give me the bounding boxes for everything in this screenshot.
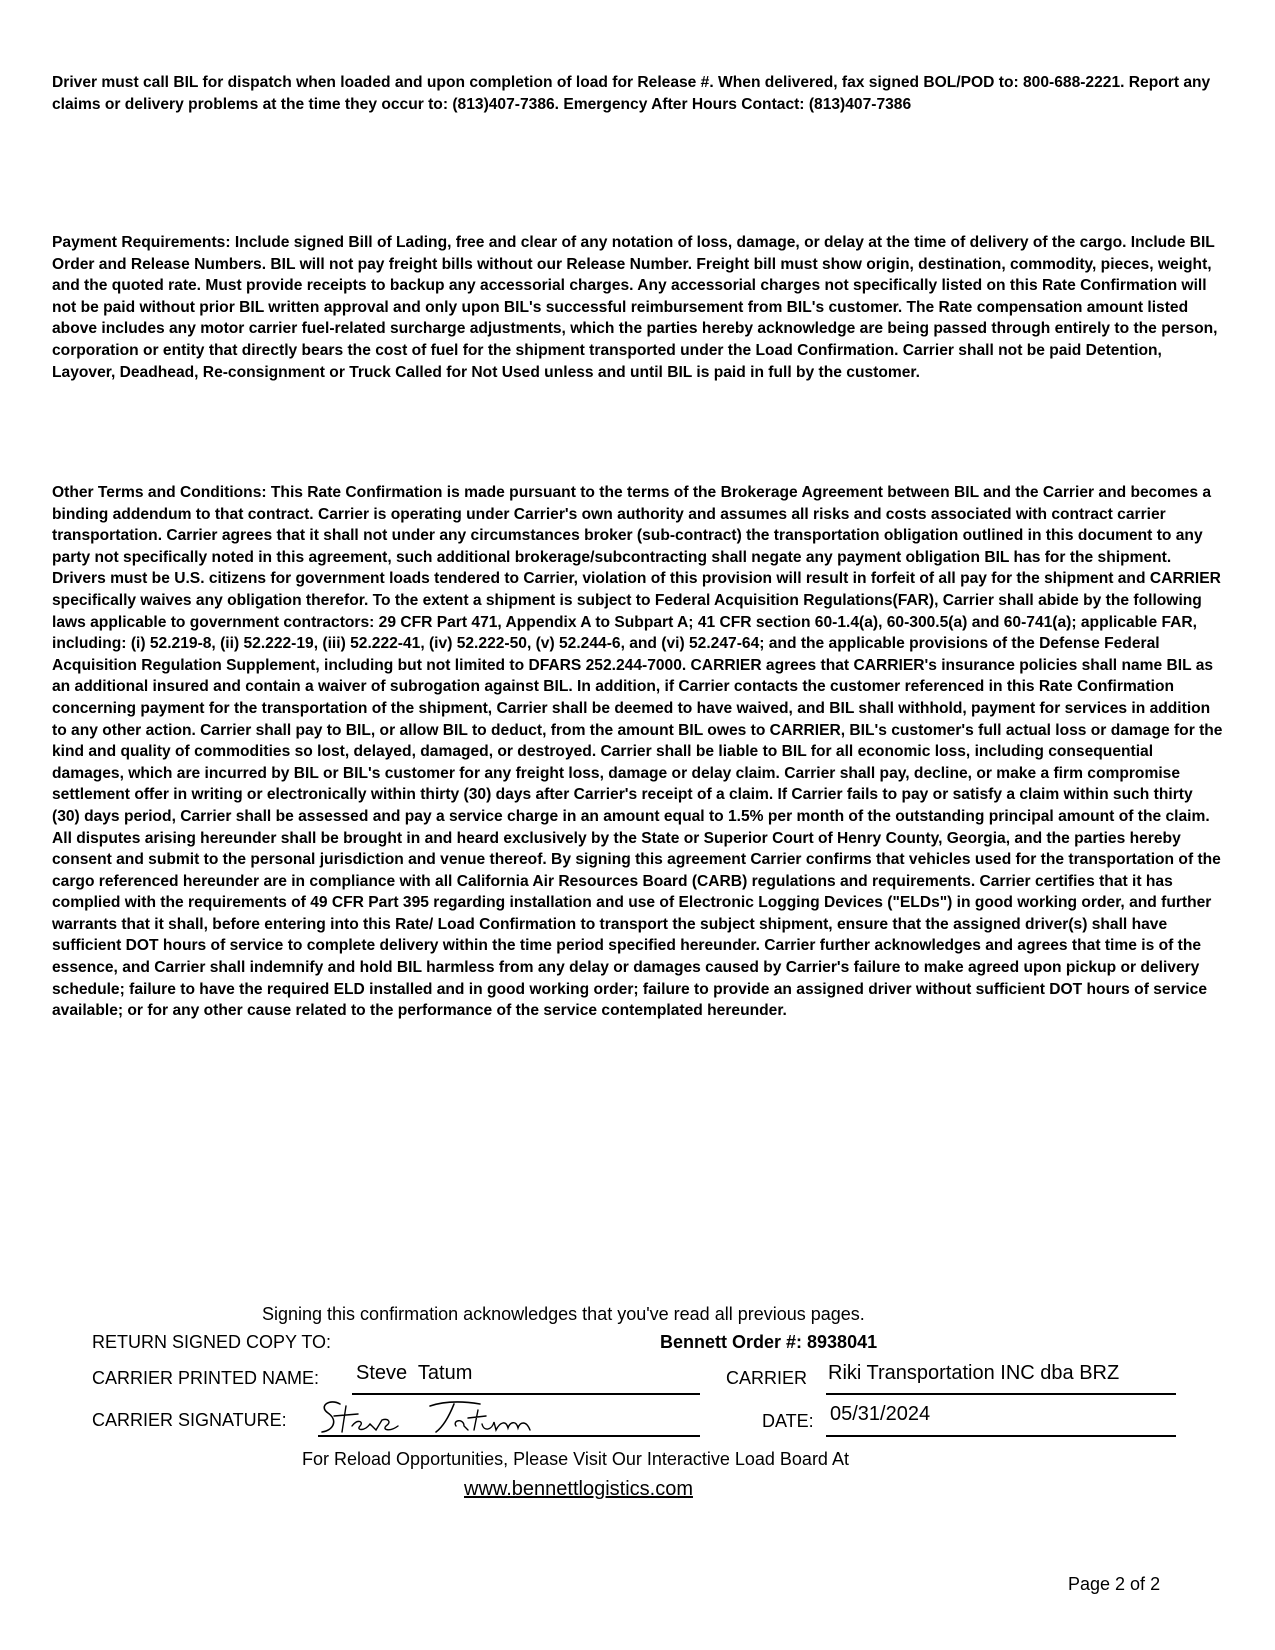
carrier-label: CARRIER (726, 1368, 808, 1388)
other-terms-and-conditions: Other Terms and Conditions: This Rate Confirmation is made pursuant to the terms of the Brokerage Agreement between BIL and the Carrier and becomes a binding addendum to that contract. Carrier is operating under Carrier's own authority and assumes all risks and costs associated with contract carrier transportation. Carrier agrees that it shall not under any circumstances broker (sub-contract) the transportation obligation outlined in this document to any party not specifically noted in this agreement, such additional brokerage/subcontracting shall negate any payment obligation BIL has for the shipment. Drivers must be U.S. citizens for government loads tendered to Carrier, violation of this provision will result in forfeit of all pay for the shipment and CARRIER specifically waives any obligation therefor. To the extent a shipment is subject to Federal Acquisition Regulations(FAR), Carrier shall abide by the following laws applicable to government contractors: 29 CFR Part 471, Appendix A to Subpart A; 41 CFR section 60-1.4(a), 60-300.5(a) and 60-741(a); applicable FAR, including: (i) 52.219-8, (ii) 52.222-19, (iii) 52.222-41, (iv) 52.222-50, (v) 52.244-6, and (vi) 52.247-64; and the applicable provisions of the Defense Federal Acquisition Regulation Supplement, including but not limited to DFARS 252.244-7000. CARRIER agrees that CARRIER's insurance policies shall name BIL as an additional insured and contain a waiver of subrogation against BIL. In addition, if Carrier contacts the customer referenced in this Rate Confirmation concerning payment for the transportation of the shipment, Carrier shall be deemed to have waived, and BIL shall withhold, payment for services in addition to any other action. Carrier shall pay to BIL, or allow BIL to deduct, from the amount BIL owes to CARRIER, BIL's customer's full actual loss or damage for the kind and quality of commodities so lost, delayed, damaged, or destroyed. Carrier shall be liable to BIL for all economic loss, including consequential damages, which are incurred by BIL or BIL's customer for any freight loss, damage or delay claim. Carrier shall pay, decline, or make a firm compromise settlement offer in writing or electronically within thirty (30) days after Carrier's receipt of a claim. If Carrier fails to pay or satisfy a claim within such thirty (30) days period, Carrier shall be assessed and pay a service charge in an amount equal to 1.5% per month of the outstanding principal amount of the claim. All disputes arising hereunder shall be brought in and heard exclusively by the State or Superior Court of Henry County, Georgia, and the parties hereby consent and submit to the personal jurisdiction and venue thereof. By signing this agreement Carrier confirms that vehicles used for the transportation of the cargo referenced hereunder are in compliance with all California Air Resources Board (CARB) regulations and requirements. Carrier certifies that it has complied with the requirements of 49 CFR Part 395 regarding installation and use of Electronic Logging Devices ("ELDs") in good working order, and further warrants that it shall, before entering into this Rate/ Load Confirmation to transport the subject shipment, ensure that the assigned driver(s) shall have sufficient DOT hours of service to complete delivery within the time period specified hereunder. Carrier further acknowledges and agrees that time is of the essence, and Carrier shall indemnify and hold BIL harmless from any delay or damages caused by Carrier's failure to make agreed upon pickup or delivery schedule; failure to have the required ELD installed and in good working order; failure to provide an assigned driver without sufficient DOT hours of service available; or for any other cause related to the performance of the service contemplated hereunder. (52, 484, 1223, 1020)
website-link[interactable]: www.bennettlogistics.com (464, 1478, 693, 1500)
handwritten-signature[interactable] (318, 1396, 558, 1438)
order-number: Bennett Order #: 8938041 (660, 1332, 878, 1352)
carrier-printed-name-label: CARRIER PRINTED NAME: (92, 1368, 320, 1388)
printed-name-underline (352, 1393, 700, 1395)
date-label: DATE: (762, 1411, 814, 1431)
carrier-underline (826, 1393, 1176, 1395)
return-copy-label: RETURN SIGNED COPY TO: (92, 1332, 332, 1352)
carrier-printed-name-value[interactable]: Steve Tatum (356, 1362, 473, 1384)
date-underline (826, 1435, 1176, 1437)
acknowledgement-note: Signing this confirmation acknowledges that you've read all previous pages. (262, 1304, 865, 1324)
signature-underline (318, 1435, 700, 1437)
date-value[interactable]: 05/31/2024 (830, 1403, 931, 1425)
payment-requirements: Payment Requirements: Include signed Bill of Lading, free and clear of any notation of loss, damage, or delay at the time of delivery of the cargo. Include BIL Order and Release Numbers. BIL will not pay freight bills without our Release Number. Freight bill must show origin, destination, commodity, pieces, weight, and the quoted rate. Must provide receipts to backup any accessorial charges. Any accessorial charges not specifically listed on this Rate Confirmation will not be paid without prior BIL written approval and only upon BIL's successful reimbursement from BIL's customer. The Rate compensation amount listed above includes any motor carrier fuel-related surcharge adjustments, which the parties hereby acknowledge are being passed through entirely to the person, corporation or entity that directly bears the cost of fuel for the shipment transported under the Load Confirmation. Carrier shall not be paid Detention, Layover, Deadhead, Re-consignment or Truck Called for Not Used unless and until BIL is paid in full by the customer. (52, 234, 1218, 381)
dispatch-instructions: Driver must call BIL for dispatch when loaded and upon completion of load for Release #. When delivered, fax signed BOL/POD to: 800-688-2221. Report any claims or delivery problems at the time they occur to: (813)407-7386. Emergency After Hours Contact: (813)407-7386 (52, 74, 1211, 113)
carrier-signature-label: CARRIER SIGNATURE: (92, 1410, 287, 1430)
reload-note: For Reload Opportunities, Please Visit Our Interactive Load Board At (302, 1449, 849, 1469)
page-number: Page 2 of 2 (1068, 1574, 1161, 1594)
carrier-name-value[interactable]: Riki Transportation INC dba BRZ (828, 1362, 1120, 1384)
